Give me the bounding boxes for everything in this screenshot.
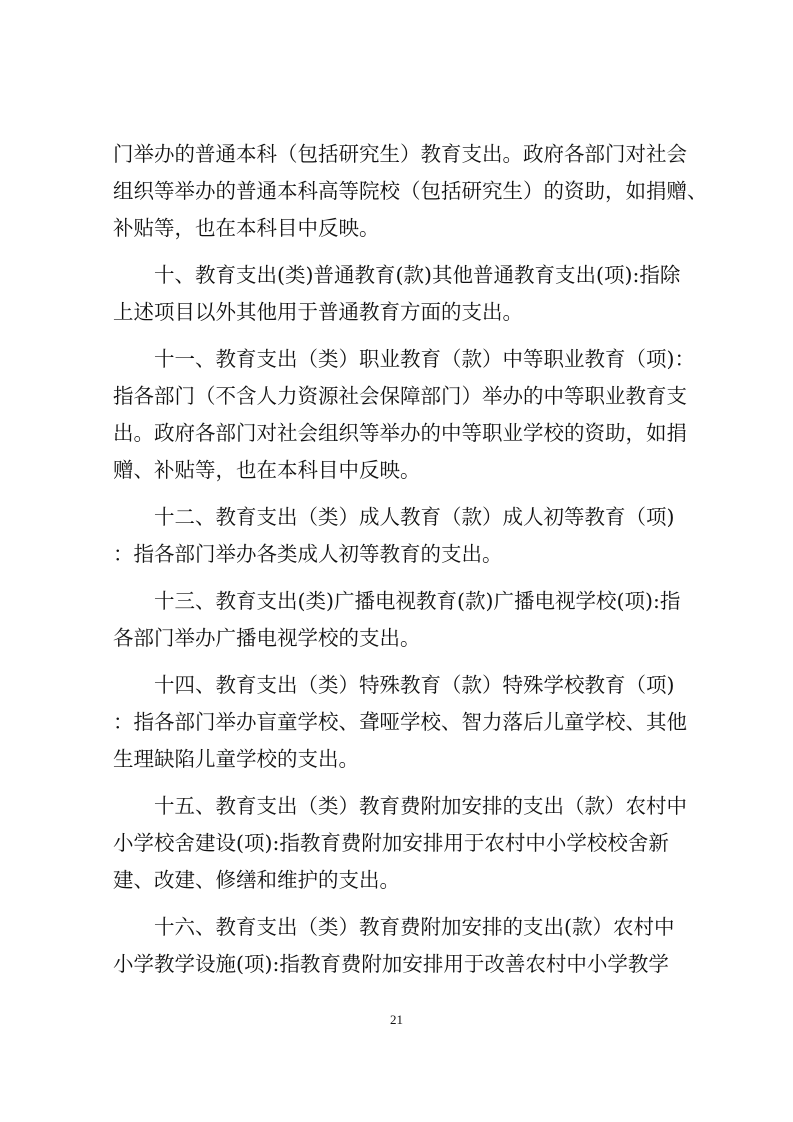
text-line: 小学校舍建设(项):指教育费附加安排用于农村中小学校校舍新 [113, 831, 669, 855]
text-line: 十二、教育支出（类）成人教育（款）成人初等教育（项) [154, 505, 675, 529]
text-line: ：指各部门举办盲童学校、聋哑学校、智力落后儿童学校、其他 [113, 710, 687, 734]
document-body [113, 136, 708, 983]
text-line: 十三、教育支出(类)广播电视教育(款)广播电视学校(项):指 [154, 589, 681, 613]
paragraph-item-14 [113, 667, 695, 778]
paragraph-item-15 [113, 788, 695, 899]
text-line: 十、教育支出(类)普通教育(款)其他普通教育支出(项):指除 [154, 263, 681, 287]
text-line: 建、改建、修缮和维护的支出。 [113, 868, 400, 892]
text-line: 十六、教育支出（类）教育费附加安排的支出(款）农村中 [154, 915, 675, 939]
paragraph-item-13 [113, 583, 695, 657]
text-line: 十一、教育支出（类）职业教育（款）中等职业教育（项)： [154, 347, 695, 371]
paragraph-item-11 [113, 341, 695, 489]
paragraph-continuation [113, 136, 708, 247]
text-line: 组织等举办的普通本科高等院校（包括研究生）的资助，如捐赠、 [113, 179, 708, 203]
text-line: 生理缺陷儿童学校的支出。 [113, 747, 359, 771]
page-number: 21 [390, 1012, 403, 1027]
text-line: 门举办的普通本科（包括研究生）教育支出。政府各部门对社会 [113, 142, 687, 166]
text-line: 各部门举办广播电视学校的支出。 [113, 626, 421, 650]
text-line: 赠、补贴等，也在本科目中反映。 [113, 458, 421, 482]
text-line: 出。政府各部门对社会组织等举办的中等职业学校的资助，如捐 [113, 421, 687, 445]
text-line: 十四、教育支出（类）特殊教育（款）特殊学校教育（项) [154, 673, 675, 697]
paragraph-item-12 [113, 499, 695, 573]
text-line: 上述项目以外其他用于普通教育方面的支出。 [113, 300, 523, 324]
text-line: 十五、教育支出（类）教育费附加安排的支出（款）农村中 [154, 794, 687, 818]
text-line: 小学教学设施(项):指教育费附加安排用于改善农村中小学教学 [113, 952, 669, 976]
paragraph-item-16 [113, 909, 695, 983]
text-line: 补贴等，也在本科目中反映。 [113, 216, 380, 240]
text-line: ：指各部门举办各类成人初等教育的支出。 [113, 542, 503, 566]
paragraph-item-10 [113, 257, 695, 331]
text-line: 指各部门（不含人力资源社会保障部门）举办的中等职业教育支 [113, 384, 687, 408]
